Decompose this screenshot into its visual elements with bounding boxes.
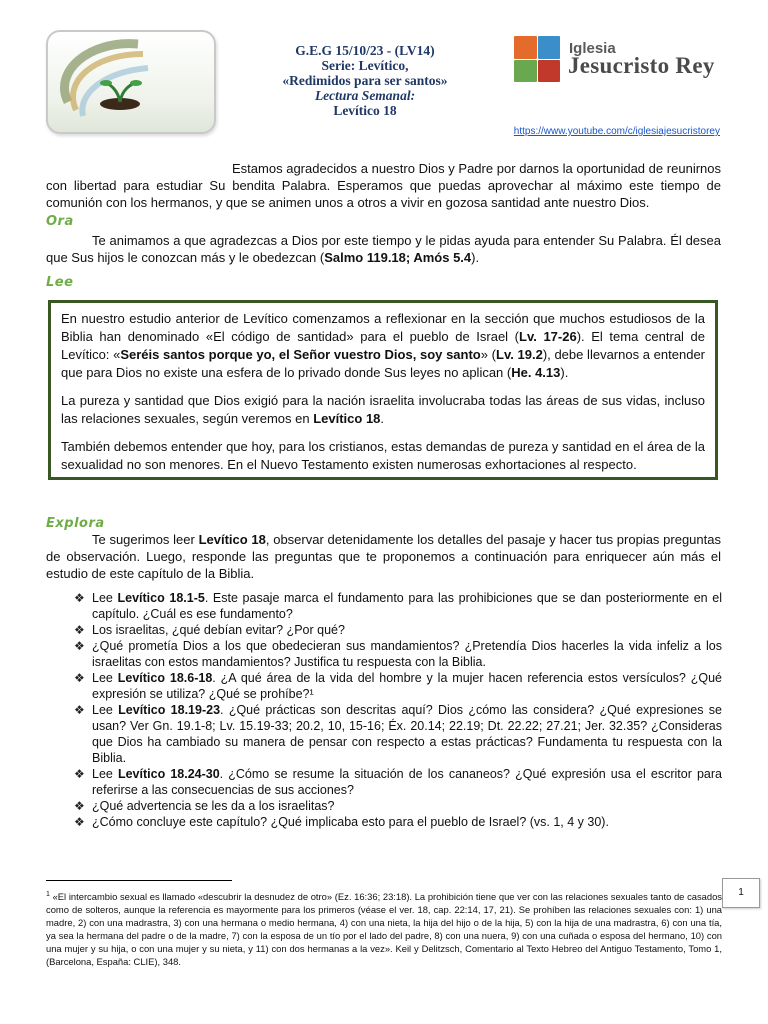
question-item: ❖ Lee Levítico 18.1-5. Este pasaje marca el fundamento para las prohibiciones que se dan posteriormente en el capítulo. ¿Cuál es ese fundamento? (74, 591, 722, 621)
church-logo-mosaic-icon (514, 36, 560, 82)
lee-reading-box (48, 300, 718, 480)
explora-paragraph: Te sugerimos leer Levítico 18, observar detenidamente los detalles del pasaje y hacer tus propias preguntas de observación. Luego, responde las preguntas que te proponemos a continuación para enriquecer aún más el estudio de este capítulo de la Biblia. (46, 532, 721, 581)
grupos-naturales-logo (46, 30, 216, 134)
bullet-diamond-icon: ❖ (74, 815, 85, 829)
document-header (240, 43, 490, 118)
header-code: G.E.G 15/10/23 - (LV14) (295, 43, 435, 58)
logo-swirl-icon (48, 32, 214, 132)
header-series-title: «Redimidos para ser santos» (282, 73, 448, 88)
header-reading-label: Lectura Semanal: (314, 88, 416, 103)
box-paragraph-1: En nuestro estudio anterior de Levítico comenzamos a reflexionar en la sección que muchos estudiosos de la Biblia han denominado «El código de santidad» para el pueblo de Israel (Lv. 17-26). El tema central de Levítico: «Seréis santos porque yo, el Señor vuestro Dios, soy santo» (Lv. 19.2), debe llevarnos a entender que para Dios no existe una esfera de lo privado donde Sus leyes no aplican (He. 4.13). (61, 311, 706, 380)
question-item: ❖ Lee Levítico 18.6-18. ¿A qué área de la vida del hombre y la mujer hacen referencia estos versículos? ¿Qué expresión se utiliza? ¿Qué se prohíbe?¹ (74, 671, 722, 701)
question-item: ❖ Los israelitas, ¿qué debían evitar? ¿Por qué? (74, 623, 345, 637)
section-label-explora: Explora (46, 516, 105, 531)
church-logo-small-text: Iglesia (569, 40, 616, 57)
box-paragraph-3: También debemos entender que hoy, para los cristianos, estas demandas de pureza y santidad en el área de la sexualidad no son menores. En el Nuevo Testamento existen numerosas exhortaciones al respecto. (61, 439, 705, 472)
question-list (74, 590, 722, 830)
iglesia-jesucristo-rey-logo (514, 36, 744, 80)
question-item: ❖ ¿Cómo concluye este capítulo? ¿Qué implicaba esto para el pueblo de Israel? (vs. 1, 4 y 30). (74, 815, 609, 829)
bullet-diamond-icon: ❖ (74, 591, 85, 605)
intro-paragraph: Estamos agradecidos a nuestro Dios y Padre por darnos la oportunidad de reunirnos con libertad para estudiar Su bendita Palabra. Esperamos que puedas aprovechar al máximo este tiempo de comunión con los hermanos, y que se animen unos a otros a vivir en gozosa santidad ante nuestro Dios. (46, 161, 721, 210)
page-number: 1 (722, 878, 760, 908)
bullet-diamond-icon: ❖ (74, 639, 85, 653)
header-reading-passage: Levítico 18 (333, 103, 397, 118)
section-label-lee: Lee (46, 275, 74, 290)
footnote-divider (46, 880, 232, 881)
church-logo-big-text: Jesucristo Rey (568, 53, 715, 78)
box-paragraph-2: La pureza y santidad que Dios exigió para la nación israelita involucraba todas las áreas de sus vidas, incluso las relaciones sexuales, según veremos en Levítico 18. (61, 393, 705, 426)
bullet-diamond-icon: ❖ (74, 623, 85, 637)
question-item: ❖ Lee Levítico 18.24-30. ¿Cómo se resume la situación de los cananeos? ¿Qué expresión usa el escritor para referirse a las consecuencias de sus acciones? (74, 767, 722, 797)
ora-paragraph: Te animamos a que agradezcas a Dios por este tiempo y le pidas ayuda para entender Su Palabra. Él desea que Sus hijos le conozcan más y le obedezcan (Salmo 119.18; Amós 5.4). (46, 233, 721, 265)
question-item: ❖ ¿Qué advertencia se les da a los israelitas? (74, 799, 335, 813)
footnote: $^1$ «El intercambio sexual es llamado «descubrir la desnudez de otro» (Ez. 16:36; 23:18). La prohibición tiene que ver con las relaciones sexuales tanto de casados como de solteros, aunque la referencia es mayormente para los primeros (véase el ver. 18, cap. 22:14, 17, 21). Se prohíben las relaciones sexuales con: 1) una madre, 2) con una madrastra, 3) con una hermana o medio hermana, 4) con una nieta, la hija del hijo o de la hija, 5) con la hija de una madrastra, 6) con una tía, ya sea la hermana del padre o de la madre, 7) con la esposa de un tío por el lado del padre, 8) con una nuera, 9) con una cuñada o esposa del hermano, 10) con una mujer y su hija, o con una mujer y su nieta, y 11) con dos hermanas a la vez». Keil y Delitzsch, Comentario al Texto Hebreo del Antiguo Testamento, Tomo 1, (Barcelona, España: CLIE), 348. (46, 891, 722, 968)
header-series: Serie: Levítico, (321, 58, 409, 73)
bullet-diamond-icon: ❖ (74, 671, 85, 685)
bullet-diamond-icon: ❖ (74, 703, 85, 717)
question-item: ❖ ¿Qué prometía Dios a los que obedecieran sus mandamientos? ¿Pretendía Dios hacerles la vida infeliz a los israelitas con estos mandamientos? Justifica tu respuesta con la Biblia. (74, 639, 722, 669)
question-item: ❖ Lee Levítico 18.19-23. ¿Qué prácticas son descritas aquí? Dios ¿cómo las considera? ¿Qué expresiones se usan? Ver Gn. 19.1-8; Lv. 15.19-33; 20.2, 10, 15-16; Éx. 20.14; 22.19; Dt. 22.22; 27.21; Jer. 32.35? ¿Consideras que Dios ha cambiado su manera de pensar con respecto a estas prácticas? Fundamenta tu respuesta con la Biblia. (74, 703, 722, 765)
youtube-link[interactable]: https://www.youtube.com/c/iglesiajesucristorey (513, 126, 720, 137)
section-label-ora: Ora (46, 214, 74, 229)
bullet-diamond-icon: ❖ (74, 799, 85, 813)
bullet-diamond-icon: ❖ (74, 767, 85, 781)
